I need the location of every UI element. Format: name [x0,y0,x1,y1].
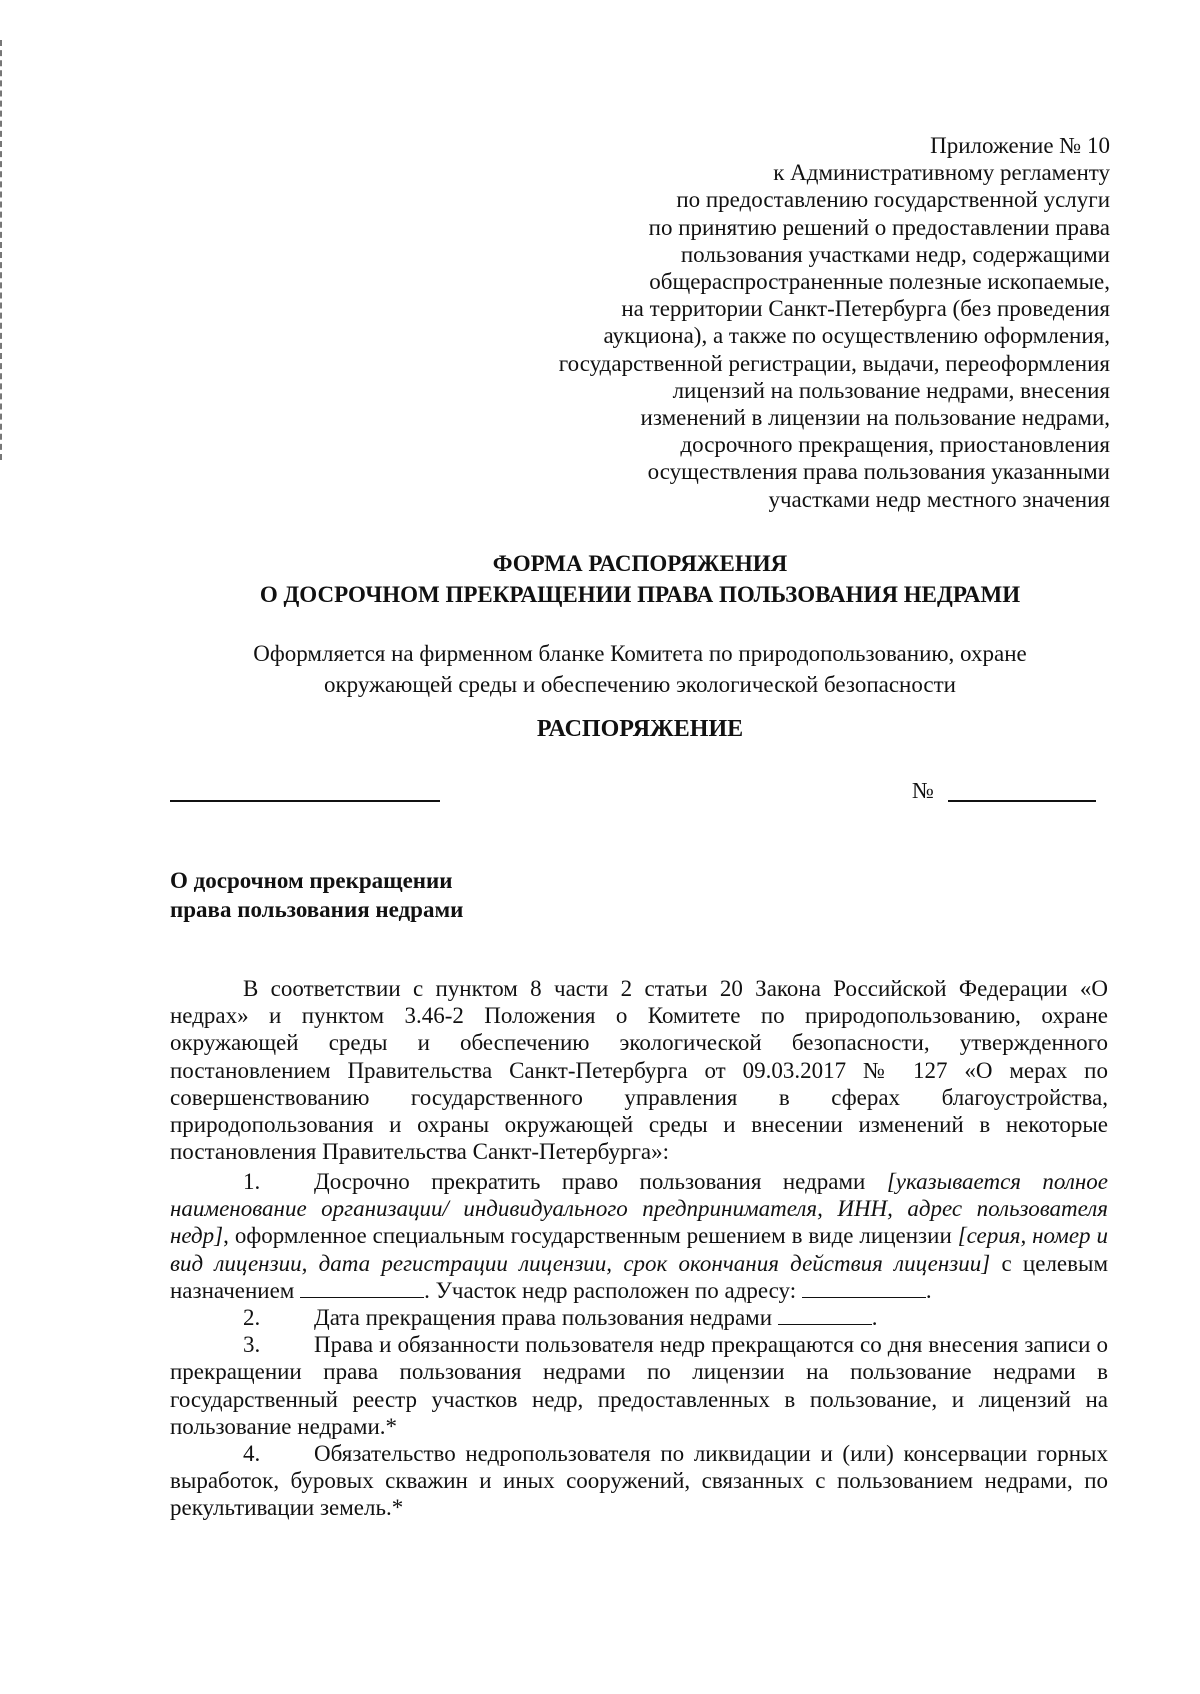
item-text: с целевым назначением [170,1250,1108,1303]
number-blank-line [948,800,1096,802]
letterhead-note-line-2: окружающей среды и обеспечению экологической безопасности [324,672,956,697]
appendix-line: государственной регистрации, выдачи, переоформления [558,350,1110,376]
appendix-line: лицензий на пользование недрами, внесения [672,377,1110,403]
appendix-line: аукциона), а также по осуществлению оформления, [603,323,1110,349]
item-text: . [925,1277,932,1303]
purpose-blank-line [300,1279,424,1298]
intro-paragraph [170,975,1108,1165]
order-items [170,1168,1108,1522]
letterhead-note-line-1: Оформляется на фирменном бланке Комитета по природопользованию, охране [253,641,1027,666]
item-text: Права и обязанности пользователя недр прекращаются со дня внесения записи о прекращении права пользования недрами по лицензии на пользование недрами в государственный реестр участков недр, предоставленных в пользование, и лицензий на пользование недрами.* [170,1332,1108,1439]
appendix-line: по предоставлению государственной услуги [676,187,1110,213]
subject-line-2: права пользования недрами [170,897,464,922]
item-text: . Участок недр расположен по адресу: [424,1277,802,1303]
letterhead-note [170,638,1110,700]
subject-line-1: О досрочном прекращении [170,868,453,893]
appendix-line: к Административному регламенту [773,160,1110,186]
form-title-line-2: О ДОСРОЧНОМ ПРЕКРАЩЕНИИ ПРАВА ПОЛЬЗОВАНИЯ НЕДРАМИ [259,582,1021,607]
appendix-line: изменений в лицензии на пользование недрами, [640,405,1110,431]
order-item-2 [170,1304,1108,1331]
appendix-line: на территории Санкт-Петербурга (без проведения [621,296,1110,322]
appendix-line: осуществления права пользования указанными [647,459,1110,485]
item-text: Досрочно прекратить право пользования недрами [314,1169,887,1194]
appendix-line: общераспространенные полезные ископаемые, [649,269,1110,295]
item-placeholder: [серия, номер и вид лицензии, дата регистрации лицензии, срок окончания действия лицензии] [170,1223,1108,1276]
item-number: 2. [243,1305,261,1331]
item-text: Дата прекращения права пользования недрами [314,1305,778,1331]
number-label: № [912,778,934,803]
order-item-1 [170,1168,1108,1304]
appendix-line: Приложение № 10 [930,133,1110,158]
order-item-4 [170,1440,1108,1522]
termination-date-blank-line [778,1306,872,1325]
order-item-3 [170,1331,1108,1440]
item-number: 1. [243,1169,261,1194]
form-title-line-1: ФОРМА РАСПОРЯЖЕНИЯ [492,551,788,576]
appendix-line: участками недр местного значения [768,486,1110,512]
order-title: РАСПОРЯЖЕНИЕ [536,716,744,742]
address-blank-line [802,1279,926,1298]
item-placeholder: [указывается полное наименование организации/ индивидуального предпринимателя, ИНН, адрес пользователя недр] [170,1169,1108,1249]
form-title [170,548,1110,610]
appendix-line: пользования участками недр, содержащими [680,241,1110,267]
item-number: 3. [243,1332,261,1358]
item-number: 4. [243,1441,261,1467]
item-text: Обязательство недропользователя по ликвидации и (или) консервации горных выработок, буровых скважин и иных сооружений, связанных с пользованием недрами, по рекультивации земель.* [170,1441,1108,1521]
item-text: . [871,1305,878,1331]
order-subject [170,866,463,924]
date-blank-line [170,800,440,802]
appendix-line: досрочного прекращения, приостановления [680,432,1110,458]
appendix-header [460,132,1110,513]
intro-text: В соответствии с пунктом 8 части 2 статьи 20 Закона Российской Федерации «О недрах» и пунктом 3.46-2 Положения о Комитете по природопользованию, охране окружающей среды и обеспечению экологической безопасности, утвержденного постановлением Правительства Санкт-Петербурга от 09.03.2017 № 127 «О мерах по совершенствованию государственного управления в сферах благоустройства, природопользования и охраны окружающей среды и внесении изменений в некоторые постановления Правительства Санкт-Петербурга»: [170,976,1108,1165]
scan-edge-marks [0,40,5,460]
item-text: , оформленное специальным государственным решением в виде лицензии [223,1223,958,1249]
appendix-line: по принятию решений о предоставлении права [648,214,1110,240]
